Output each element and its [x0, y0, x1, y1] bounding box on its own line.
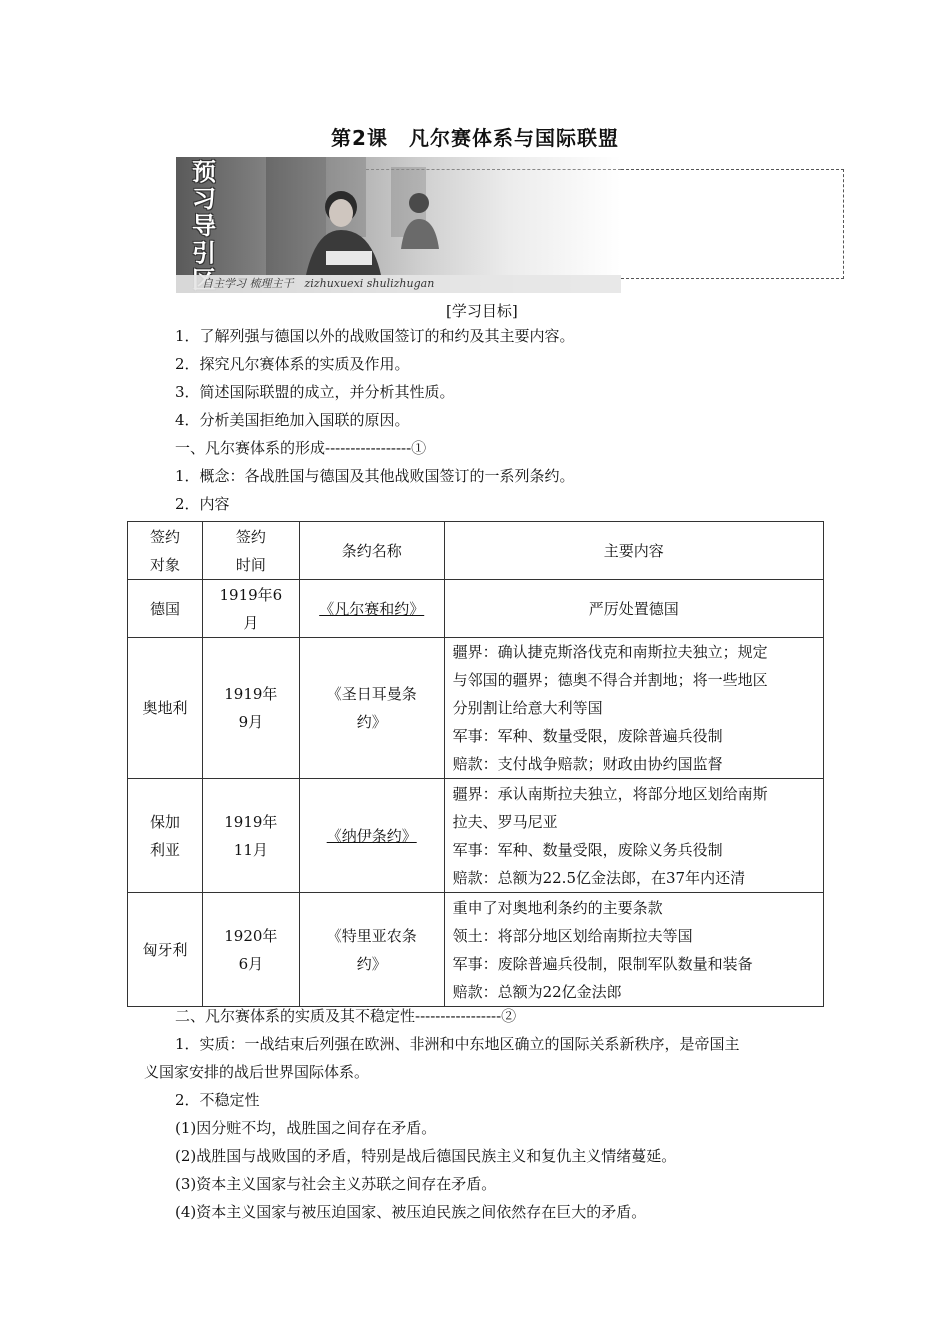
banner-frame: [621, 169, 844, 279]
cell-date: 1920年: [224, 926, 278, 945]
cell-content: 疆界：承认南斯拉夫独立，将部分地区划给南斯 拉夫、罗马尼亚 军事：军种、数量受限，废除义务兵役制 赔款：总额为22.5亿金法郎，在37年内还清: [444, 779, 823, 893]
table-row: 德国 1919年6 月 《凡尔赛和约》 严厉处置德国: [128, 580, 824, 638]
section2-heading: 二、凡尔赛体系的实质及其不稳定性-----------------②: [175, 1007, 517, 1025]
banner-caption: 自主学习 梳理主干 zizhuxuexi shulizhugan: [176, 275, 621, 293]
table-header-row: [128, 522, 824, 580]
cell-treaty-name: 《凡尔赛和约》: [319, 599, 425, 618]
goal-item: 1．了解列强与德国以外的战败国签订的和约及其主要内容。: [175, 327, 575, 345]
section2-essence-cont: 义国家安排的战后世界国际体系。: [144, 1063, 370, 1081]
cell-party: 奥地利: [142, 699, 188, 717]
section2-essence: 1．实质：一战结束后列强在欧洲、非洲和中东地区确立的国际关系新秩序，是帝国主: [175, 1035, 740, 1053]
section1-concept: 1．概念：各战胜国与德国及其他战败国签订的一系列条约。: [175, 467, 575, 485]
header-party: 签约 对象: [128, 522, 203, 580]
treaty-table: [127, 521, 824, 1007]
cell-treaty-name: 《纳伊条约》: [326, 826, 417, 845]
cell-content: 疆界：确认捷克斯洛伐克和南斯拉夫独立；规定 与邻国的疆界；德奥不得合并割地；将一些地区 分别割让给意大利等国 军事：军种、数量受限，废除普遍兵役制 赔款：支付战争赔款；财政由协约国监督: [444, 638, 823, 779]
cell-treaty-name: 《特里亚农条: [326, 926, 417, 945]
header-name: 条约名称: [299, 522, 444, 580]
cell-date: 1919年: [224, 812, 278, 831]
table-row: 匈牙利 1920年 6月 《特里亚农条 约》 重申了对奥地利条约的主要条款 领土：将部分地区划给南斯拉夫等国 军事：废除普遍兵役制，限制军队数量和装备 赔款：总额为22亿金法郎: [128, 893, 824, 1007]
cell-party: 保加: [149, 812, 180, 831]
instability-item: (3)资本主义国家与社会主义苏联之间存在矛盾。: [175, 1175, 497, 1193]
page-title: 第2课 凡尔赛体系与国际联盟: [331, 126, 619, 150]
goal-item: 3．简述国际联盟的成立，并分析其性质。: [175, 383, 455, 401]
goal-item: 2．探究凡尔赛体系的实质及作用。: [175, 355, 410, 373]
banner-vertical-text: 预习导引: [192, 158, 216, 267]
instability-item: (1)因分赃不均，战胜国之间存在矛盾。: [175, 1119, 437, 1137]
library-photo: [176, 157, 621, 293]
cell-date: 1919年6: [219, 585, 283, 604]
cell-date: 1919年: [224, 685, 278, 703]
section1-content-label: 2．内容: [175, 495, 230, 513]
instability-item: (4)资本主义国家与被压迫国家、被压迫民族之间依然存在巨大的矛盾。: [175, 1203, 647, 1221]
table-row: 保加 利亚 1919年 11月 《纳伊条约》 疆界：承认南斯拉夫独立，将部分地区划给南斯 拉夫、罗马尼亚 军事：军种、数量受限，废除义务兵役制 赔款：总额为22.5亿金法郎，在37年内还清: [128, 779, 824, 893]
section1-heading: 一、凡尔赛体系的形成-----------------①: [175, 439, 427, 457]
cell-content: 严厉处置德国: [588, 599, 679, 618]
header-content: 主要内容: [444, 522, 823, 580]
table-row: 奥地利 1919年 9月 《圣日耳曼条 约》 疆界：确认捷克斯洛伐克和南斯拉夫独立；规定 与邻国的疆界；德奥不得合并割地；将一些地区 分别割让给意大利等国 军事：军种、数量受限，废除普遍兵役制 赔款：支付战争赔款；财政由协约国监督: [128, 638, 824, 779]
header-date: 签约 时间: [202, 522, 299, 580]
instability-item: (2)战胜国与战败国的矛盾，特别是战后德国民族主义和复仇主义情绪蔓延。: [175, 1147, 677, 1165]
goal-item: 4．分析美国拒绝加入国联的原因。: [175, 411, 410, 429]
goals-heading: [学习目标]: [446, 302, 518, 320]
cell-party: 德国: [149, 599, 180, 618]
cell-content: 重申了对奥地利条约的主要条款 领土：将部分地区划给南斯拉夫等国 军事：废除普遍兵役制，限制军队数量和装备 赔款：总额为22亿金法郎: [444, 893, 823, 1007]
cell-treaty-name: 《圣日耳曼条: [326, 685, 417, 703]
preview-banner: [176, 157, 844, 293]
cell-party: 匈牙利: [142, 940, 188, 959]
section2-instability-label: 2．不稳定性: [175, 1091, 260, 1109]
